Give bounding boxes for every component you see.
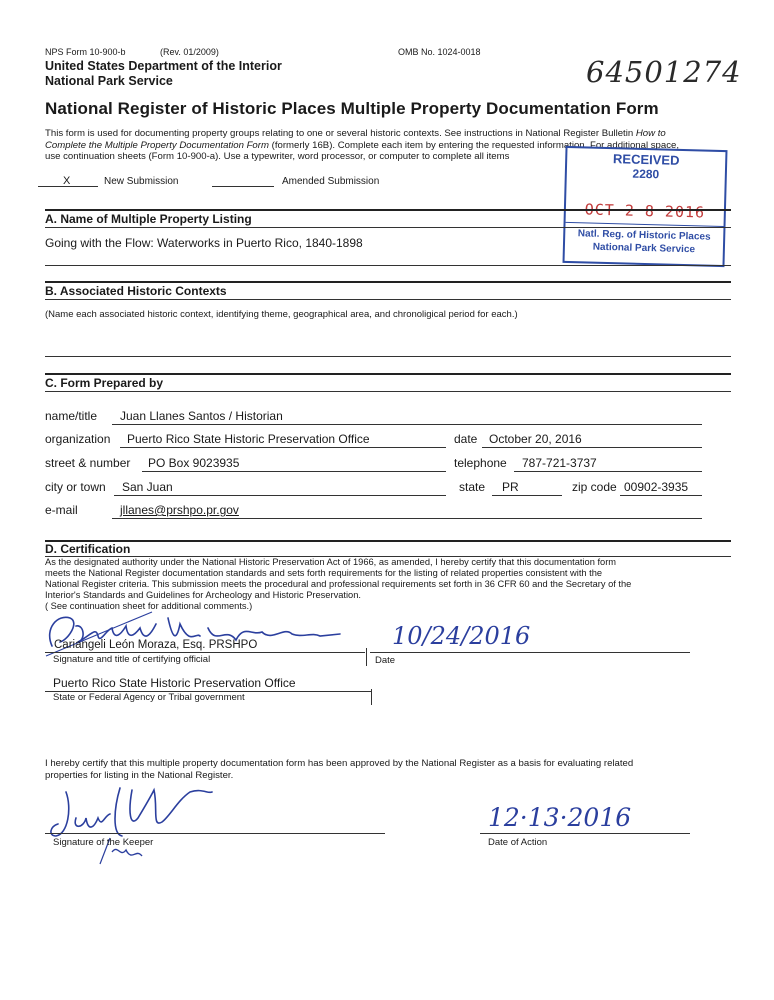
handwritten-reference-number: 64501274 xyxy=(586,55,742,89)
section-a-value-line xyxy=(45,265,731,266)
section-a-label: A. Name of Multiple Property Listing xyxy=(45,212,252,226)
city-label: city or town xyxy=(45,480,106,494)
section-a-underline xyxy=(45,227,731,228)
certification-text: As the designated authority under the National Historic Preservation Act of 1966, as amended, I hereby certify that this documentation form meets the National Register documentation standards and sets forth requirements for the listing of related properties consistent with the National Register criteria. This submission meets the procedural and professional requirements set forth in 36 CFR 60 and the Secretary of the Interior's Standards and Guidelines for Archeology and Historic Preservation. ( See continuation sheet for additional comments.) xyxy=(45,557,632,611)
stamp-date: OCT 2 8 2016 xyxy=(584,200,706,222)
signature-divider xyxy=(366,648,367,666)
zip-value: 00902-3935 xyxy=(624,480,689,494)
new-submission-mark: X xyxy=(63,175,71,187)
telephone-label: telephone xyxy=(454,456,507,470)
signature-line xyxy=(45,652,365,653)
name-title-label: name/title xyxy=(45,409,98,423)
stamp-number: 2280 xyxy=(632,166,660,182)
city-line xyxy=(114,495,446,496)
section-b-underline xyxy=(45,299,731,300)
intro-paragraph: This form is used for documenting property groups relating to one or several historic contexts. See instructions in National Register Bulletin How to Complete the Multiple Property Documentation Form (formerly 16B). Complete each item by entering the requested information. For additional space, use continuation sheets (Form 10-900-a). Use a typewriter, word processor, or computer to complete all items xyxy=(45,128,680,162)
amended-submission-label: Amended Submission xyxy=(282,176,380,187)
section-a-rule xyxy=(45,209,731,211)
organization-line xyxy=(120,447,446,448)
form-revision: (Rev. 01/2009) xyxy=(160,47,219,57)
section-c-rule xyxy=(45,373,731,375)
omb-number: OMB No. 1024-0018 xyxy=(398,47,481,57)
received-stamp xyxy=(562,146,727,267)
section-b-rule xyxy=(45,281,731,283)
section-b-value-line xyxy=(45,356,731,357)
keeper-date-line xyxy=(480,833,690,834)
form-number: NPS Form 10-900-b xyxy=(45,47,126,57)
stamp-line1: Natl. Reg. of Historic Places xyxy=(577,228,711,243)
section-b-note: (Name each associated historic context, identifying theme, geographical area, and chronoligical period for each.) xyxy=(45,309,518,320)
organization-value: Puerto Rico State Historic Preservation Office xyxy=(127,432,370,446)
street-line xyxy=(142,471,446,472)
name-title-value: Juan Llanes Santos / Historian xyxy=(120,409,283,423)
city-value: San Juan xyxy=(122,480,173,494)
keeper-certification-text: I hereby certify that this multiple property documentation form has been approved by the National Register as a basis for evaluating related properties for listing in the National Register. xyxy=(45,758,634,781)
section-c-underline xyxy=(45,391,731,392)
street-value: PO Box 9023935 xyxy=(148,456,240,470)
section-d-rule xyxy=(45,540,731,542)
telephone-value: 787-721-3737 xyxy=(522,456,597,470)
agency-divider xyxy=(371,689,372,705)
state-line xyxy=(492,495,562,496)
keeper-signature-line xyxy=(45,833,385,834)
email-line xyxy=(112,518,702,519)
certification-date-label: Date xyxy=(375,655,396,666)
stamp-line2: National Park Service xyxy=(592,241,696,256)
keeper-date-label: Date of Action xyxy=(488,837,548,848)
section-c-label: C. Form Prepared by xyxy=(45,376,164,390)
agency-value: Puerto Rico State Historic Preservation Office xyxy=(53,676,296,690)
agency-label: State or Federal Agency or Tribal government xyxy=(53,692,245,703)
signer-name: Cariangeli León Moraza, Esq. PRSHPO xyxy=(54,639,258,651)
section-b-label: B. Associated Historic Contexts xyxy=(45,284,227,298)
zip-line xyxy=(620,495,702,496)
name-title-line xyxy=(112,424,702,425)
service-name: National Park Service xyxy=(45,74,173,88)
page-title: National Register of Historic Places Multiple Property Documentation Form xyxy=(45,99,659,118)
signature-label: Signature and title of certifying official xyxy=(53,654,211,665)
department-name: United States Department of the Interior xyxy=(45,59,282,73)
certification-date-line xyxy=(370,652,690,653)
multiple-property-name: Going with the Flow: Waterworks in Puerto Rico, 1840-1898 xyxy=(45,236,363,250)
street-label: street & number xyxy=(45,456,131,470)
state-label: state xyxy=(459,480,486,494)
amended-submission-line xyxy=(212,186,274,187)
keeper-signature-label: Signature of the Keeper xyxy=(53,837,154,848)
stamp-received: RECEIVED xyxy=(612,151,680,168)
section-d-label: D. Certification xyxy=(45,542,131,556)
keeper-date-handwritten: 12·13·2016 xyxy=(488,803,632,832)
keeper-signature xyxy=(42,778,222,874)
email-label: e-mail xyxy=(45,503,78,517)
certification-date-handwritten: 10/24/2016 xyxy=(392,622,531,650)
state-value: PR xyxy=(502,480,519,494)
date-label: date xyxy=(454,432,478,446)
date-value: October 20, 2016 xyxy=(489,432,582,446)
telephone-line xyxy=(514,471,702,472)
zip-label: zip code xyxy=(572,480,617,494)
new-submission-label: New Submission xyxy=(104,176,179,187)
email-value[interactable]: jllanes@prshpo.pr.gov xyxy=(120,503,239,517)
date-line xyxy=(482,447,702,448)
organization-label: organization xyxy=(45,432,111,446)
